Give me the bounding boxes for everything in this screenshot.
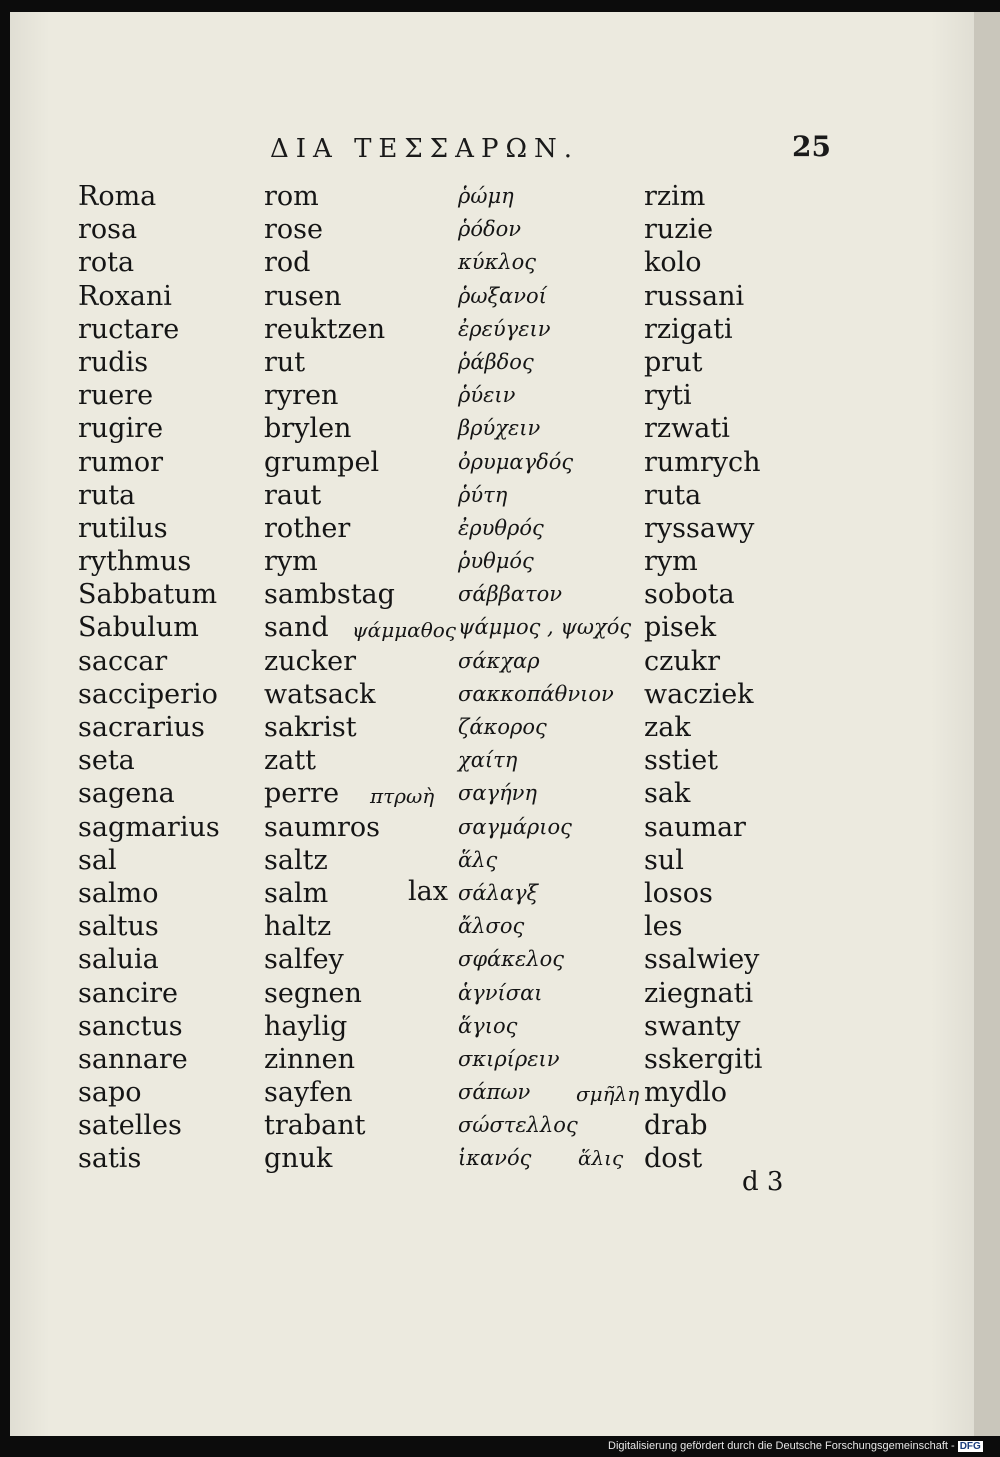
- latin-entry: salmo: [78, 877, 159, 909]
- latin-entry: ruta: [78, 479, 136, 511]
- czech-entry: dost: [644, 1143, 703, 1175]
- german-column: [264, 180, 395, 1176]
- czech-entry: ruzie: [644, 214, 714, 246]
- dfg-logo-icon: DFG: [959, 1441, 981, 1452]
- german-entry: salfey: [264, 944, 344, 976]
- latin-entry: Roxani: [78, 280, 172, 312]
- german-entry: ryren: [264, 380, 339, 412]
- czech-entry: swanty: [644, 1010, 741, 1042]
- greek-entry: σακκοπάθνιον: [458, 681, 614, 706]
- greek-entry: σαγήνη: [458, 781, 537, 806]
- extra-greek-perre: πτρωὴ: [370, 784, 435, 808]
- czech-entry: ssalwiey: [644, 944, 760, 976]
- extra-greek-sand: ψάμμαθος: [352, 618, 456, 642]
- latin-entry: ructare: [78, 313, 180, 345]
- greek-entry: ἅλς: [458, 847, 498, 872]
- german-entry: zucker: [264, 645, 356, 677]
- page-edge: [974, 12, 1000, 1436]
- czech-entry: russani: [644, 280, 745, 312]
- german-entry: saltz: [264, 844, 328, 876]
- german-entry: rom: [264, 181, 319, 212]
- latin-entry: sagena: [78, 778, 175, 810]
- latin-entry: rudis: [78, 346, 149, 378]
- greek-entry: σαγμάριος: [458, 814, 572, 839]
- german-entry: rut: [264, 346, 306, 378]
- latin-entry: rumor: [78, 446, 164, 478]
- latin-entry: rota: [78, 247, 135, 279]
- german-entry: rym: [264, 546, 318, 578]
- greek-entry: ἅγιος: [458, 1013, 518, 1038]
- extra-latin-salm: lax: [408, 876, 448, 907]
- german-entry: rother: [264, 512, 351, 544]
- latin-entry: sapo: [78, 1077, 142, 1109]
- greek-entry: σάββατον: [458, 582, 563, 607]
- latin-entry: saltus: [78, 911, 159, 943]
- extra-greek-sapo: σμῆλη: [576, 1082, 640, 1106]
- greek-entry: σκιρίρειν: [458, 1046, 560, 1071]
- czech-entry: kolo: [644, 247, 702, 279]
- latin-entry: satis: [78, 1143, 142, 1175]
- extra-greek-satis: ἅλις: [578, 1146, 624, 1170]
- czech-entry: losos: [644, 877, 713, 909]
- german-entry: zinnen: [264, 1043, 356, 1075]
- german-entry: gnuk: [264, 1143, 333, 1175]
- latin-entry: sacrarius: [78, 712, 205, 743]
- latin-entry: ruere: [78, 380, 154, 412]
- greek-entry: ῥόδον: [458, 217, 522, 242]
- latin-entry: Roma: [78, 181, 157, 212]
- german-entry: zatt: [264, 745, 317, 777]
- german-entry: saumros: [264, 811, 380, 843]
- latin-entry: saccar: [78, 645, 168, 677]
- czech-entry: sstiet: [644, 745, 719, 777]
- german-entry: watsack: [264, 678, 376, 710]
- greek-entry: σάκχαρ: [458, 648, 540, 673]
- latin-entry: saluia: [78, 944, 159, 976]
- greek-entry: ἁγνίσαι: [458, 980, 543, 1005]
- latin-entry: Sabulum: [78, 612, 199, 644]
- german-entry: reuktzen: [264, 313, 386, 345]
- czech-entry: ryti: [644, 380, 692, 412]
- greek-entry: σφάκελος: [458, 947, 564, 972]
- greek-entry: ἐρεύγειν: [458, 316, 551, 341]
- greek-column: [458, 180, 631, 1176]
- greek-entry: σάπων: [458, 1080, 531, 1105]
- czech-entry: pisek: [644, 612, 717, 644]
- latin-entry: sanctus: [78, 1010, 183, 1042]
- czech-entry: rym: [644, 546, 698, 578]
- latin-entry: rugire: [78, 413, 164, 445]
- czech-entry: ziegnati: [644, 977, 754, 1009]
- czech-entry: prut: [644, 346, 703, 378]
- german-entry: rusen: [264, 280, 342, 312]
- czech-entry: drab: [644, 1110, 708, 1142]
- czech-entry: saumar: [644, 811, 746, 843]
- czech-entry: les: [644, 911, 683, 943]
- czech-entry: rzim: [644, 181, 706, 212]
- greek-entry: ῥώμη: [458, 184, 514, 208]
- latin-entry: rutilus: [78, 512, 168, 544]
- czech-entry: sak: [644, 778, 691, 810]
- latin-entry: sacciperio: [78, 678, 218, 710]
- german-entry: sambstag: [264, 579, 395, 611]
- czech-entry: sskergiti: [644, 1043, 763, 1075]
- greek-entry: ῥυθμός: [458, 549, 534, 574]
- greek-entry: ῥωξανοί: [458, 283, 547, 308]
- latin-entry: Sabbatum: [78, 579, 218, 611]
- greek-entry: ἄλσος: [458, 914, 525, 939]
- czech-entry: ryssawy: [644, 512, 755, 544]
- german-entry: grumpel: [264, 446, 380, 478]
- czech-entry: wacziek: [644, 678, 754, 710]
- german-entry: rose: [264, 214, 323, 246]
- greek-entry: ζάκορος: [458, 715, 547, 739]
- german-entry: rod: [264, 247, 311, 279]
- greek-entry: χαίτη: [458, 748, 518, 773]
- greek-entry: ῥάβδος: [458, 349, 534, 374]
- latin-entry: sagmarius: [78, 811, 220, 843]
- german-entry: brylen: [264, 413, 352, 445]
- greek-entry: κύκλος: [458, 250, 537, 275]
- german-entry: sayfen: [264, 1077, 353, 1109]
- greek-entry: ῥύτη: [458, 482, 508, 507]
- latin-entry: seta: [78, 745, 135, 777]
- german-entry: perre: [264, 778, 340, 810]
- german-entry: raut: [264, 479, 322, 511]
- footer-text: Digitalisierung gefördert durch die Deutsche Forschungsgemeinschaft -: [608, 1440, 955, 1452]
- latin-entry: satelles: [78, 1110, 182, 1142]
- czech-column: [644, 180, 762, 1176]
- footer-credit: [608, 1440, 983, 1452]
- greek-entry: ἱκανός: [458, 1146, 532, 1171]
- german-entry: segnen: [264, 977, 362, 1009]
- czech-entry: rzigati: [644, 313, 733, 345]
- greek-entry: ἐρυθρός: [458, 515, 544, 540]
- latin-entry: sannare: [78, 1043, 188, 1075]
- greek-entry: ῥύειν: [458, 383, 516, 408]
- latin-entry: sancire: [78, 977, 178, 1009]
- czech-entry: ruta: [644, 479, 702, 511]
- czech-entry: sobota: [644, 579, 735, 611]
- german-entry: sand: [264, 612, 329, 644]
- page-number: 25: [792, 130, 831, 163]
- czech-entry: mydlo: [644, 1077, 728, 1109]
- greek-entry: ψάμμος , ψωχός: [458, 615, 632, 640]
- greek-entry: ὀρυμαγδός: [458, 449, 574, 474]
- latin-entry: rosa: [78, 214, 138, 246]
- german-entry: haylig: [264, 1010, 348, 1042]
- latin-entry: sal: [78, 844, 117, 876]
- latin-column: [78, 180, 220, 1176]
- german-entry: salm: [264, 877, 329, 909]
- german-entry: trabant: [264, 1110, 366, 1142]
- czech-entry: zak: [644, 712, 691, 743]
- running-header: ΔΙΑ ΤΕΣΣΑΡΩΝ.: [270, 134, 580, 164]
- czech-entry: sul: [644, 844, 684, 876]
- german-entry: haltz: [264, 911, 332, 943]
- czech-entry: rzwati: [644, 413, 730, 445]
- greek-entry: σάλαγξ: [458, 880, 539, 905]
- german-entry: sakrist: [264, 712, 357, 743]
- greek-entry: σώστελλος: [458, 1113, 578, 1138]
- czech-entry: rumrych: [644, 446, 761, 478]
- latin-entry: rythmus: [78, 546, 192, 578]
- czech-entry: czukr: [644, 645, 721, 677]
- signature-mark: d 3: [742, 1167, 784, 1197]
- greek-entry: βρύχειν: [458, 416, 541, 441]
